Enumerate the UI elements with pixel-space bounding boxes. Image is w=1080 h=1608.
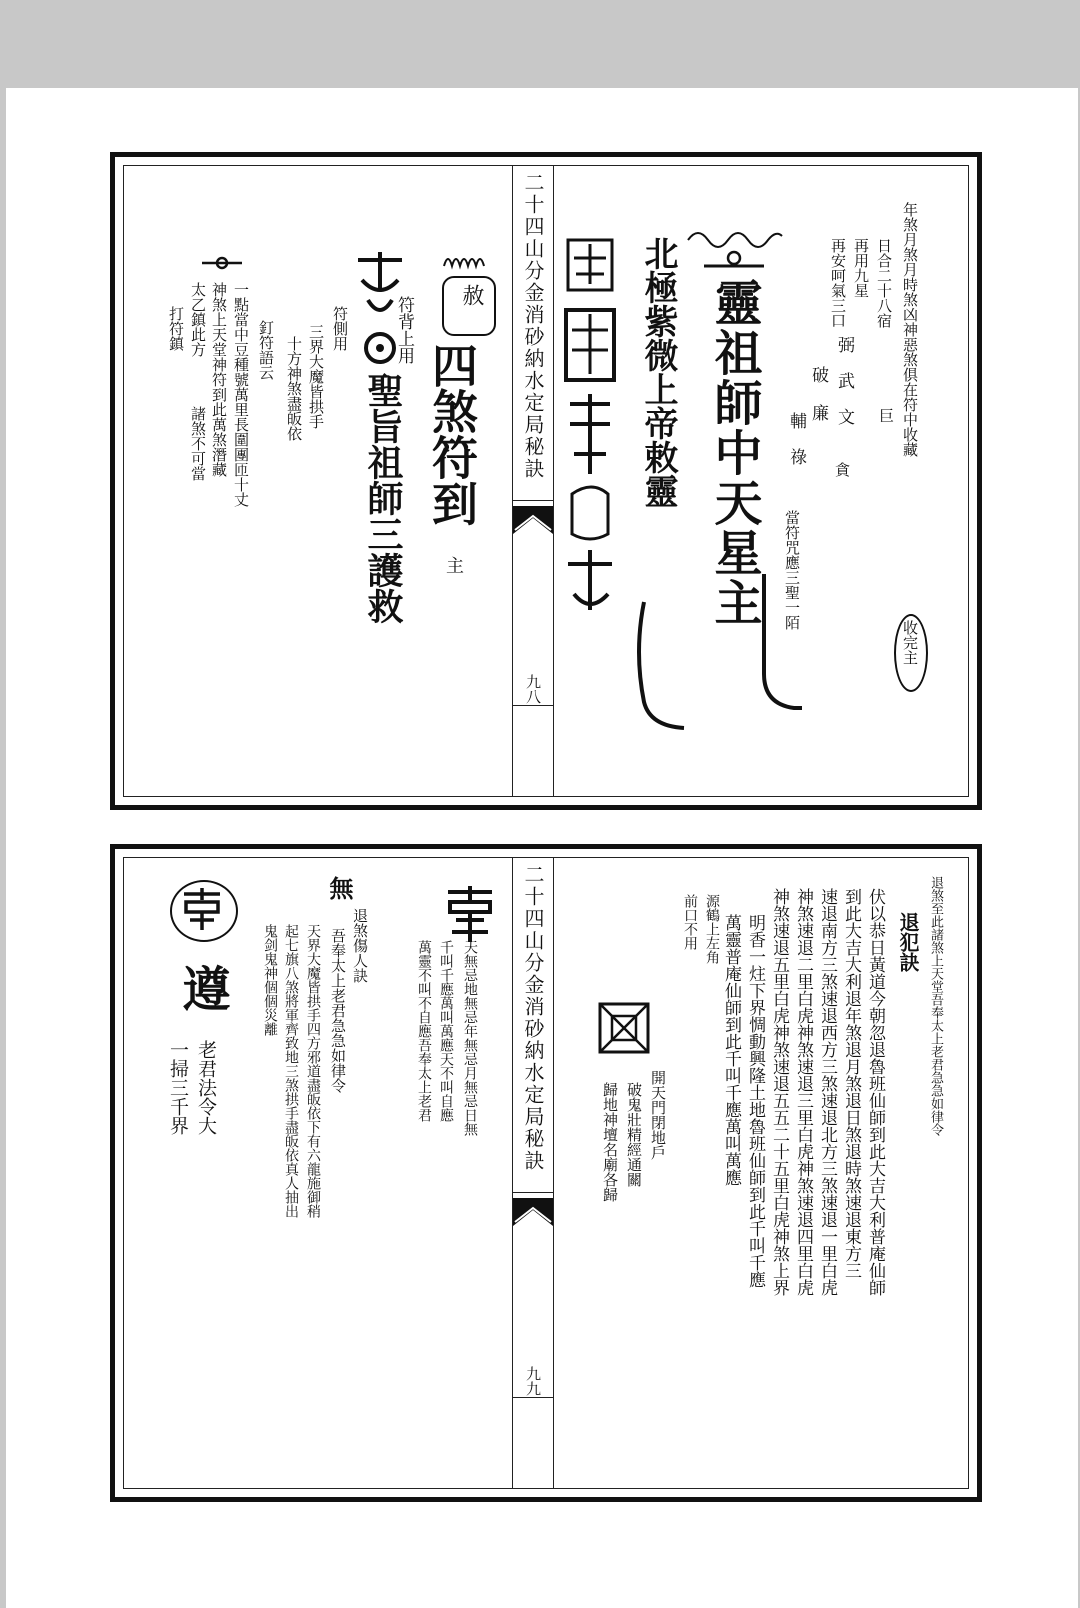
fish-tail-mark-icon	[513, 1198, 553, 1226]
spine-strip	[512, 166, 554, 796]
edict-column: 聖旨祖師三護救	[362, 372, 404, 624]
talisman-line: 再安呵氣三口	[829, 238, 847, 328]
verse-line: 鬼剑鬼神個個災離	[262, 924, 278, 1036]
talisman-line: 日合二十八宿	[875, 238, 893, 328]
star-name: 弼	[834, 336, 854, 353]
seal-text: 收完主	[901, 620, 919, 665]
incantation-line: 伏以恭日黃道今朝忽退魯班仙師到此大吉大利普庵仙師	[865, 888, 885, 1296]
verse-line: 諸煞不可當	[189, 406, 207, 481]
verse-line: 打符鎮	[167, 306, 185, 351]
talisman-note: 年煞月煞月時煞凶神惡煞俱在符中收藏	[901, 202, 919, 457]
incantation-line: 速退南方三煞速退西方三煞速退北方三煞速退一里白虎	[817, 888, 837, 1296]
spine-title: 二十四山分金消砂納水定局秘訣	[521, 172, 545, 480]
page-frame	[123, 857, 969, 1489]
star-name: 破	[808, 366, 828, 383]
verse-line: 三界大魔皆拱手	[307, 324, 325, 429]
seal-glyph-icon	[180, 886, 224, 932]
verse-line: 神煞上天堂神符到此萬煞潛藏	[210, 282, 228, 477]
star-name: 廉	[808, 404, 828, 421]
talisman-glyph-icon	[442, 884, 498, 944]
spine-rule	[513, 1397, 553, 1398]
book-page-98	[110, 152, 982, 810]
law-line: 老君法令大	[195, 1040, 217, 1135]
talisman-line: 再用九星	[852, 238, 870, 298]
law-line: 吾奉太上老君急急如律令	[329, 928, 347, 1093]
talisman-note: 符側用	[331, 306, 349, 351]
four-sha-title: 四煞符到	[425, 342, 479, 526]
talisman-line: 天無忌地無忌年無忌月無忌日無	[462, 940, 478, 1136]
talisman-note: 符背上用	[394, 296, 414, 364]
side-note: 源鶴上左角	[704, 894, 720, 964]
book-page-99	[110, 844, 982, 1502]
boxed-cross-diagram-icon	[594, 998, 654, 1058]
verse-line: 太乙鎮此方	[189, 282, 207, 357]
ritual-line: 開天門閉地戶	[649, 1070, 667, 1160]
spine-rule	[513, 500, 553, 501]
star-name: 文	[834, 408, 854, 425]
seal-script-column-icon	[562, 234, 622, 634]
verse-line: 十方神煞盡皈依	[285, 336, 303, 441]
fish-tail-mark-icon	[513, 506, 553, 534]
incantation-line: 萬靈普庵仙師到此千叫千應萬叫萬應	[721, 914, 741, 1186]
title-end: 主	[443, 556, 464, 574]
spine-strip	[512, 858, 554, 1488]
star-name: 巨	[877, 408, 895, 423]
talisman-line: 千叫千應萬叫萬應天不叫自應	[438, 940, 454, 1122]
ritual-line: 歸地神壇名廟各歸	[601, 1082, 619, 1202]
section-title: 退煞傷人訣	[351, 908, 369, 983]
law-line: 一掃三千界	[167, 1040, 189, 1135]
ritual-line: 破鬼壯精經通關	[625, 1082, 643, 1187]
talisman-main-column: 靈祖師中天星主	[706, 278, 762, 628]
spine-title: 二十四山分金消砂納水定局秘訣	[521, 864, 545, 1172]
side-note: 前口不用	[682, 894, 698, 950]
spine-rule	[513, 1192, 553, 1193]
talisman-small-note: 當符咒應三聖一陌	[783, 510, 801, 630]
coil-stroke-icon	[442, 248, 492, 278]
verse-line: 天界大魔皆拱手四方邪道盡皈依下有六龍施御稍	[305, 924, 321, 1218]
page-number: 九八	[524, 674, 542, 704]
seal-tag-text: 赦	[459, 284, 484, 306]
head-line: 退煞至此諸煞上天堂吾奉太上老君急急如律令	[928, 876, 943, 1136]
star-name: 貪	[833, 462, 851, 477]
scan-sheet	[6, 88, 1078, 1608]
star-name: 輔	[786, 412, 806, 429]
star-name: 祿	[786, 448, 806, 465]
incantation-line: 神煞速退二里白虎神煞速退三里白虎神煞速退四里白虎	[793, 888, 813, 1296]
spine-rule	[513, 705, 553, 706]
incantation-line: 到此大吉大利退年煞退月煞退日煞退時煞速退東方三	[841, 888, 861, 1279]
page-frame	[123, 165, 969, 797]
section-title: 退犯訣	[896, 912, 920, 972]
star-name: 武	[834, 372, 854, 389]
incantation-line: 明香一炷下界惆動興隆土地魯班仙師到此千叫千應	[745, 914, 765, 1288]
verse-line: 一點當中豆種號萬里長圍團匝十丈	[232, 282, 250, 507]
wu-glyph: 無	[325, 876, 353, 900]
verse-title: 釘符語云	[257, 320, 275, 380]
zun-glyph: 遵	[174, 964, 230, 1012]
talisman-line: 萬靈不叫不自應吾奉太上老君	[416, 940, 432, 1122]
dot-circle-mark-icon	[200, 248, 244, 278]
incantation-line: 神煞速退五里白虎神煞速退五五二十五里白虎神煞上界	[769, 888, 789, 1296]
verse-line: 起七旗八煞將軍齊致地三煞拱手盡皈依真人抽出	[283, 924, 299, 1218]
page-number: 九九	[524, 1366, 542, 1396]
talisman-second-column: 北極紫微上帝敕靈	[638, 236, 678, 508]
